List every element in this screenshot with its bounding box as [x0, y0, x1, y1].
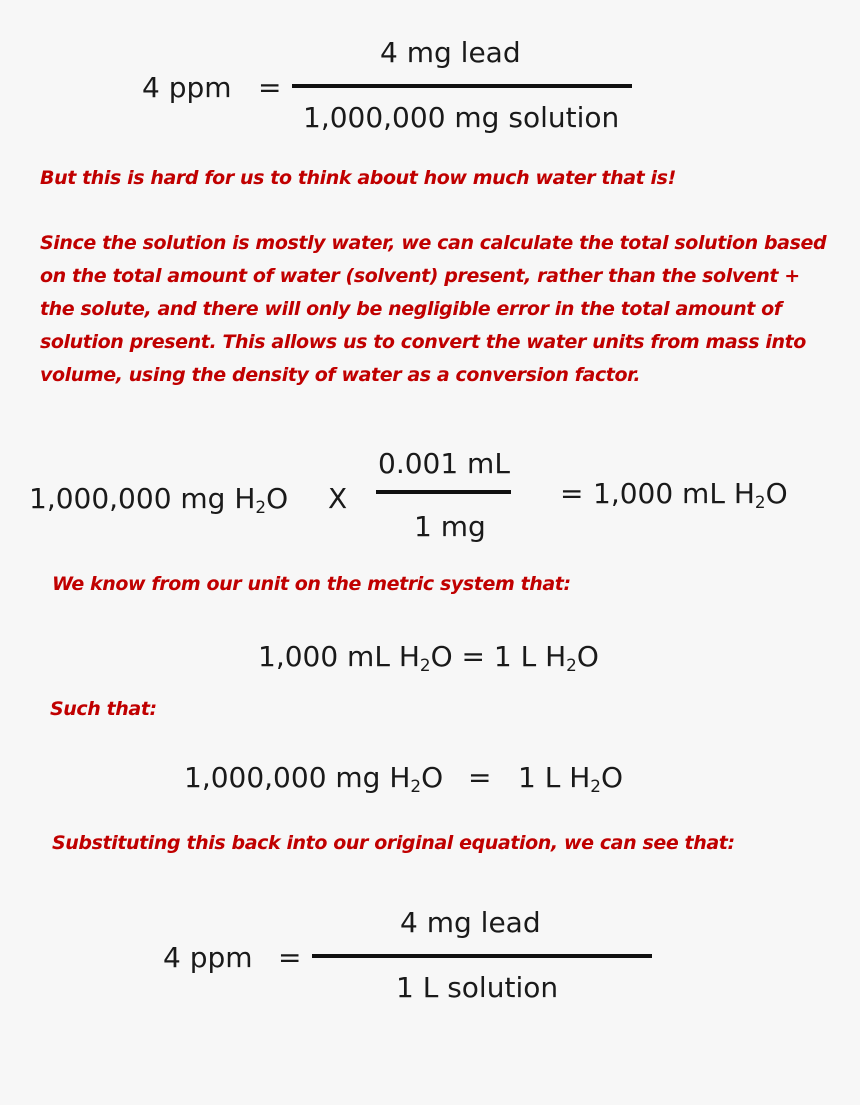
- eq3-left-subscript: 2: [419, 655, 431, 676]
- eq5-numerator: 4 mg lead: [400, 906, 541, 939]
- eq2-rhs: [593, 477, 788, 513]
- eq3-left: 1,000 mL H: [258, 640, 420, 673]
- eq4-right: [518, 761, 624, 797]
- eq5-equals: =: [278, 941, 302, 974]
- eq2-numerator: 0.001 mL: [378, 447, 510, 480]
- note-mostly-water-explanation: Since the solution is mostly water, we can calculate the total solution based on the total amount of water (solvent) present, rather than the solvent + the solute, and there will only be negligible error in the total amount of solution present. This allows us to convert the water units from mass into volume, using the density of water as a conversion factor.: [40, 232, 827, 386]
- eq3-right-subscript: 2: [566, 655, 577, 676]
- note-such-that: Such that:: [50, 698, 157, 720]
- eq3-mid: O = 1 L H: [430, 640, 567, 673]
- eq4-equals: =: [468, 761, 492, 794]
- eq2-rhs-value: 1,000 mL H: [593, 477, 755, 510]
- note-substituting-back: Substituting this back into our original equation, we can see that:: [52, 832, 735, 854]
- eq1-denominator: 1,000,000 mg solution: [303, 101, 620, 134]
- eq5-lhs: 4 ppm: [163, 941, 253, 974]
- eq1-numerator: 4 mg lead: [380, 36, 521, 69]
- eq2-equals: =: [560, 477, 584, 510]
- eq2-lhs-value: 1,000,000 mg H: [29, 482, 256, 515]
- eq4-right-tail: O: [600, 761, 624, 794]
- note-hard-to-think: But this is hard for us to think about how much water that is!: [40, 167, 676, 189]
- equation-ml-to-liter: [258, 640, 599, 676]
- eq4-left: [184, 761, 444, 797]
- eq2-rhs-tail: O: [765, 477, 788, 510]
- eq2-rhs-subscript: 2: [754, 492, 766, 513]
- eq2-lhs: [29, 482, 289, 518]
- eq1-lhs: 4 ppm: [142, 71, 232, 104]
- eq4-left-value: 1,000,000 mg H: [184, 761, 411, 794]
- eq3-right: O: [576, 640, 599, 673]
- note-metric-system: We know from our unit on the metric system that:: [52, 573, 571, 595]
- eq4-left-subscript: 2: [410, 776, 422, 797]
- eq2-lhs-subscript: 2: [255, 497, 267, 518]
- eq1-fraction-bar: [292, 84, 632, 88]
- eq5-denominator: 1 L solution: [396, 971, 559, 1004]
- eq2-denominator: 1 mg: [414, 510, 486, 543]
- eq1-equals: =: [258, 71, 282, 104]
- eq5-fraction-bar: [312, 954, 652, 958]
- eq2-lhs-tail: O: [266, 482, 289, 515]
- eq2-fraction-bar: [376, 490, 511, 494]
- eq4-left-tail: O: [421, 761, 444, 794]
- eq4-right-subscript: 2: [590, 776, 601, 797]
- eq4-right-value: 1 L H: [518, 761, 591, 794]
- eq2-times: X: [328, 482, 348, 515]
